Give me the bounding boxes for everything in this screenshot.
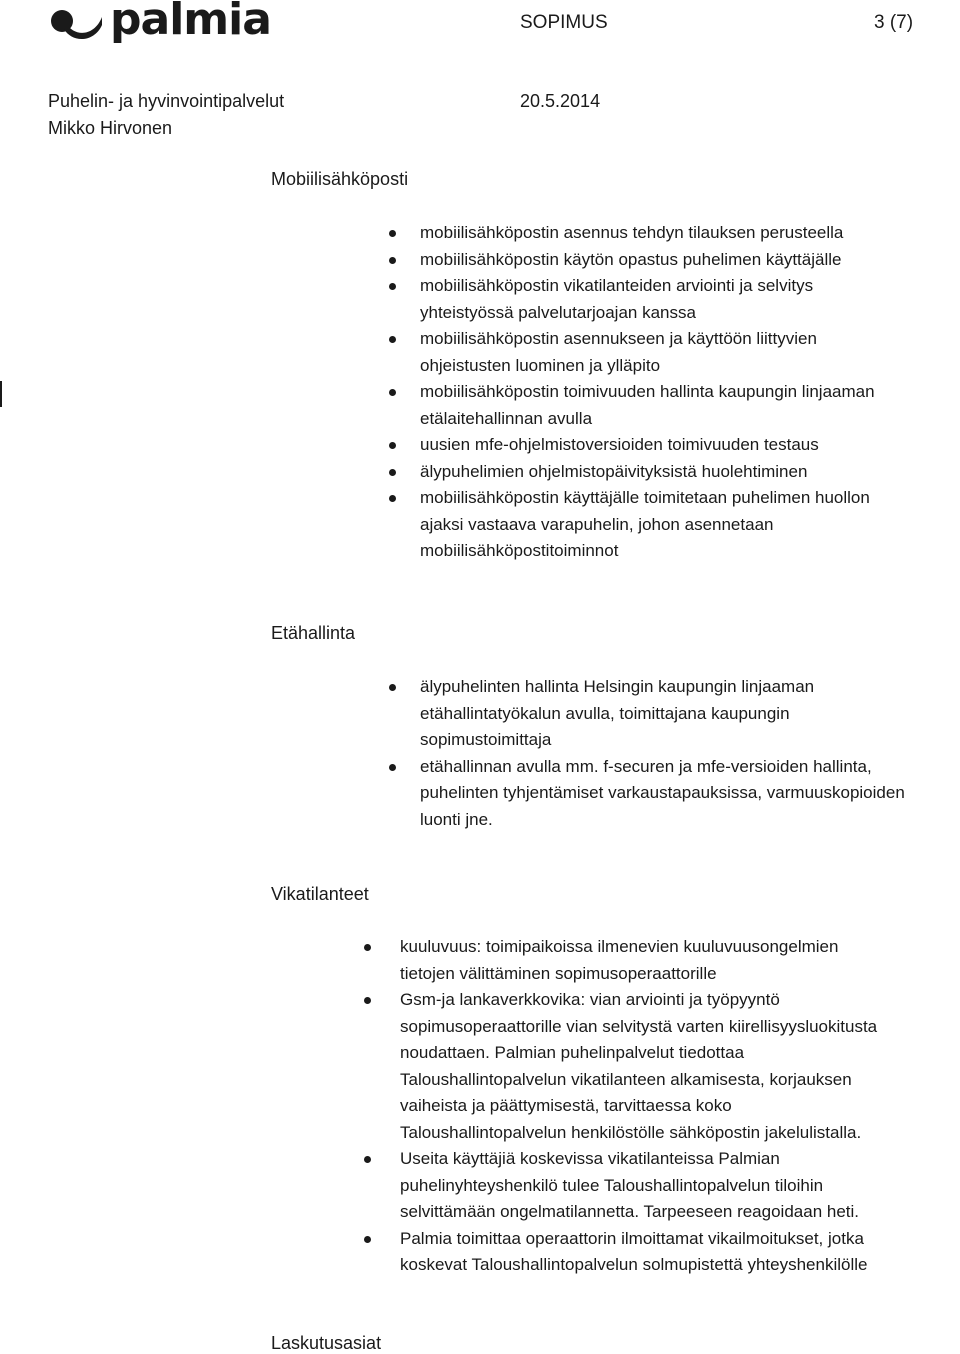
list-item-line: mobiilisähköpostin vikatilanteiden arviointi ja selvitys bbox=[420, 276, 814, 295]
list-item bbox=[400, 1146, 960, 1226]
list-item-line: mobiilisähköpostin asennukseen ja käyttöön liittyvien bbox=[420, 329, 817, 348]
list-item-line: ohjeistusten luominen ja ylläpito bbox=[420, 355, 661, 375]
list-item bbox=[420, 459, 960, 486]
list-item-line: puhelinyhteyshenkilö tulee Taloushallintopalvelun tiloihin bbox=[400, 1175, 824, 1195]
bullet-list-mobiilisahkoposti bbox=[420, 220, 960, 565]
list-item bbox=[420, 273, 960, 326]
list-item-line: selvittämään ongelmatilannetta. Tarpeeseen reagoidaan heti. bbox=[400, 1202, 859, 1221]
list-item bbox=[420, 379, 960, 432]
list-item-line: sopimusoperaattorille vian selvitystä varten kiirellisyysluokitusta bbox=[400, 1016, 878, 1036]
list-item-line: mobiilisähköpostin käyttäjälle toimitetaan puhelimen huollon bbox=[420, 488, 870, 507]
page-number: 3 (7) bbox=[874, 12, 914, 33]
list-item-line: Taloushallintopalvelun vikatilanteen alkamisesta, korjauksen bbox=[400, 1069, 852, 1089]
list-item-line: luonti jne. bbox=[420, 809, 493, 829]
section-title-laskutusasiat: Laskutusasiat bbox=[271, 1333, 382, 1353]
document-type: SOPIMUS bbox=[520, 12, 608, 33]
list-item-line: mobiilisähköpostin käytön opastus puhelimen käyttäjälle bbox=[420, 249, 842, 269]
list-item-line: älypuhelinten hallinta Helsingin kaupungin linjaaman bbox=[420, 677, 815, 696]
list-item bbox=[420, 754, 960, 834]
section-title-etahallinta: Etähallinta bbox=[271, 623, 356, 643]
bullet-list-vikatilanteet bbox=[400, 934, 960, 1279]
list-item-line: puhelinten tyhjentämiset varkaustapauksissa, varmuuskopioiden bbox=[420, 783, 905, 802]
list-item bbox=[420, 485, 960, 565]
list-item-line: mobiilisähköpostin asennus tehdyn tilauksen perusteella bbox=[420, 223, 844, 242]
list-item-line: etälaitehallinnan avulla bbox=[420, 408, 593, 428]
author: Mikko Hirvonen bbox=[48, 118, 173, 138]
department: Puhelin- ja hyvinvointipalvelut bbox=[48, 91, 285, 111]
palmia-logo-text: palmia bbox=[110, 0, 271, 45]
list-item-line: etähallinnan avulla mm. f-securen ja mfe-versioiden hallinta, bbox=[420, 756, 872, 776]
bullet-list-etahallinta bbox=[420, 674, 960, 833]
list-item bbox=[420, 432, 960, 459]
list-item-line: etähallintatyökalun avulla, toimittajana kaupungin bbox=[420, 703, 790, 723]
revision-change-bar bbox=[0, 381, 2, 407]
list-item-line: Taloushallintopalvelun henkilöstölle sähköpostin jakelulistalla. bbox=[400, 1122, 862, 1142]
palmia-logo-mark-icon bbox=[48, 7, 104, 41]
list-item bbox=[420, 247, 960, 274]
list-item-line: älypuhelimien ohjelmistopäivityksistä huolehtiminen bbox=[420, 461, 808, 481]
list-item bbox=[400, 934, 960, 987]
list-item bbox=[420, 674, 960, 754]
section-title-vikatilanteet: Vikatilanteet bbox=[271, 884, 369, 904]
list-item-line: Palmia toimittaa operaattorin ilmoittamat vikailmoitukset, jotka bbox=[400, 1228, 864, 1248]
section-title-mobiilisahkoposti: Mobiilisähköposti bbox=[271, 169, 409, 189]
list-item-line: mobiilisähköpostin toimivuuden hallinta kaupungin linjaaman bbox=[420, 382, 875, 401]
list-item-line: ajaksi vastaava varapuhelin, johon asennetaan bbox=[420, 514, 774, 534]
list-item-line: Useita käyttäjiä koskevissa vikatilanteissa Palmian bbox=[400, 1149, 780, 1168]
list-item-line: Gsm-ja lankaverkkovika: vian arviointi ja työpyyntö bbox=[400, 990, 780, 1009]
list-item-line: yhteistyössä palvelutarjoajan kanssa bbox=[420, 302, 696, 322]
list-item-line: tietojen välittäminen sopimusoperaattorille bbox=[400, 963, 717, 983]
list-item-line: vaiheista ja päättymisestä, tarvittaessa koko bbox=[400, 1096, 732, 1115]
list-item bbox=[420, 220, 960, 247]
list-item-line: sopimustoimittaja bbox=[420, 730, 552, 749]
palmia-logo bbox=[48, 2, 271, 46]
list-item-line: koskevat Taloushallintopalvelun solmupistettä yhteyshenkilölle bbox=[400, 1255, 868, 1274]
list-item-line: mobiilisähköpostitoiminnot bbox=[420, 541, 619, 560]
document-date: 20.5.2014 bbox=[520, 91, 601, 111]
list-item-line: uusien mfe-ohjelmistoversioiden toimivuuden testaus bbox=[420, 435, 819, 454]
list-item-line: kuuluvuus: toimipaikoissa ilmenevien kuuluvuusongelmien bbox=[400, 937, 839, 956]
list-item-line: noudattaen. Palmian puhelinpalvelut tiedottaa bbox=[400, 1043, 745, 1062]
list-item bbox=[420, 326, 960, 379]
list-item bbox=[400, 987, 960, 1146]
list-item bbox=[400, 1226, 960, 1279]
